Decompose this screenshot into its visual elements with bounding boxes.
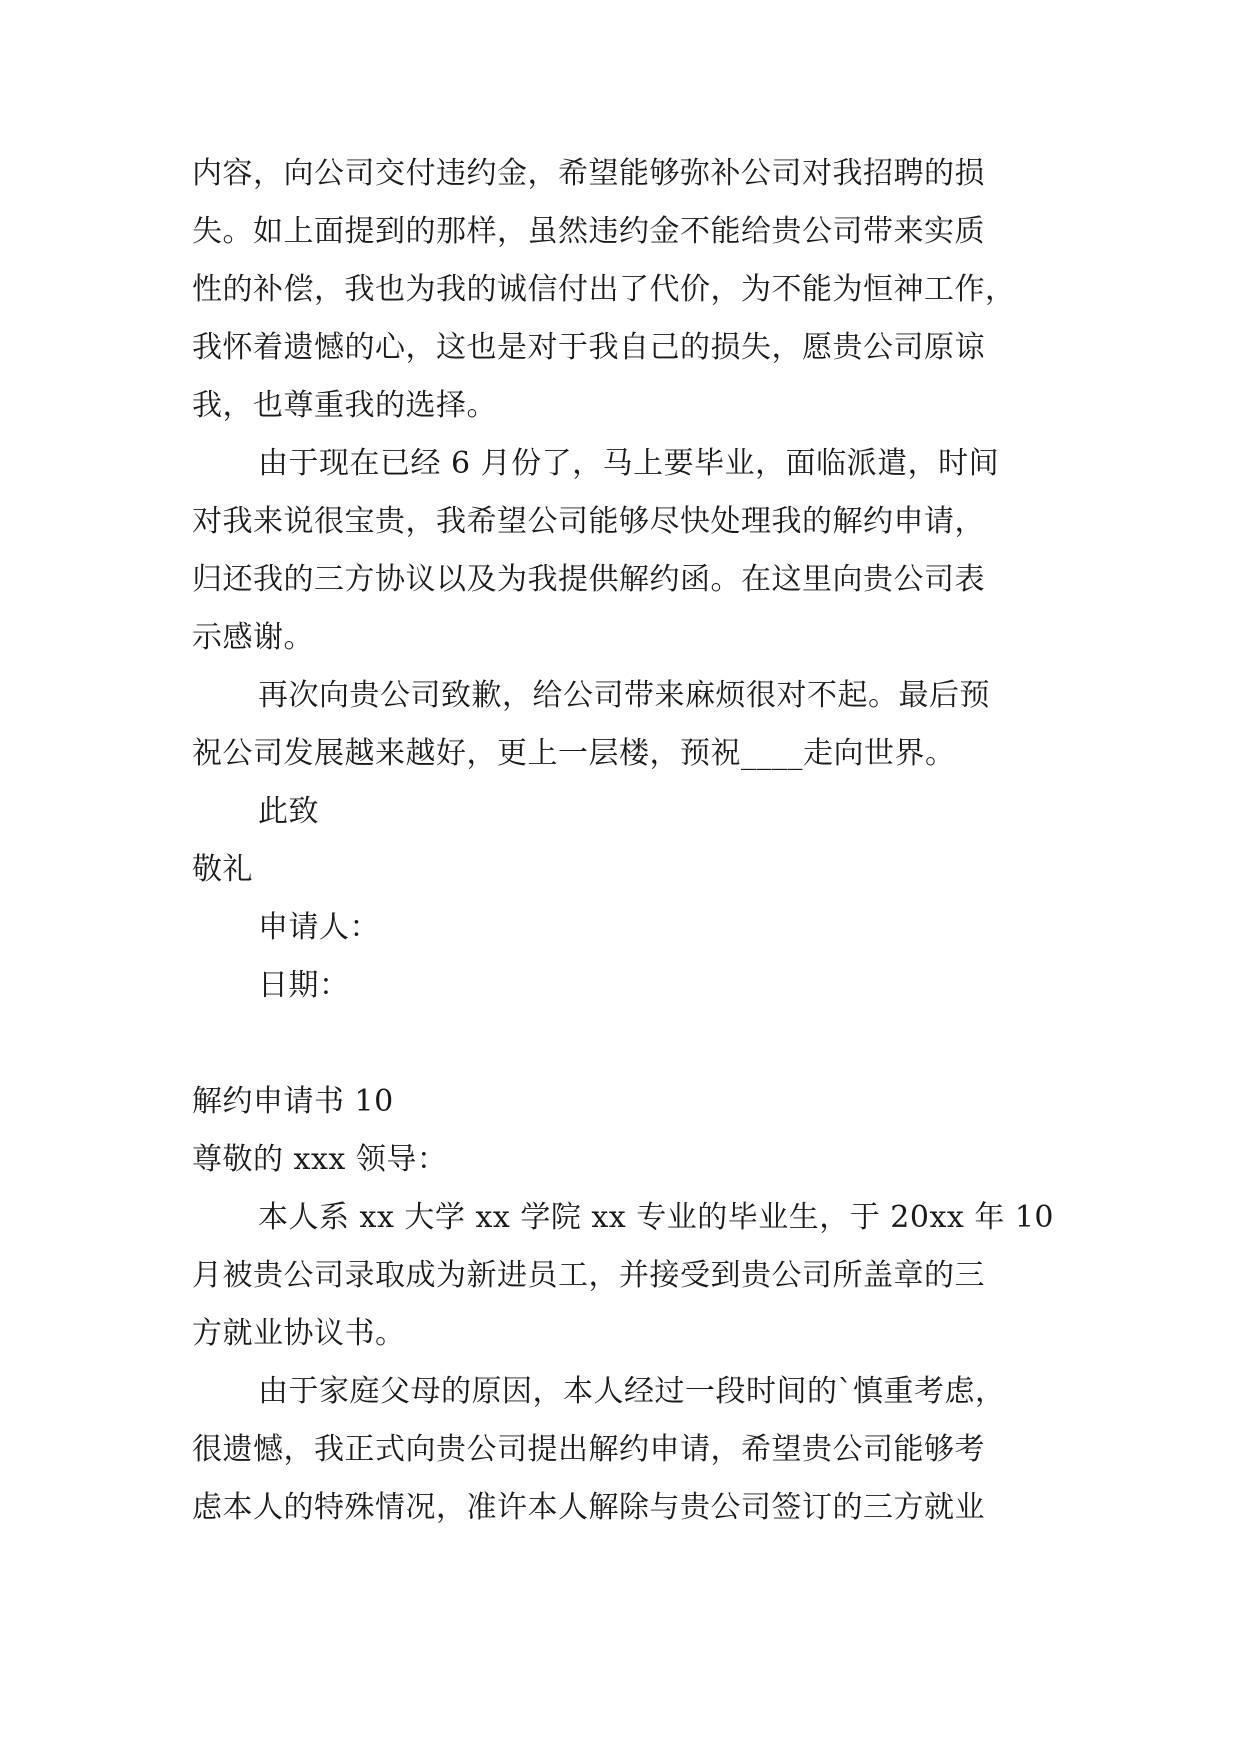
paragraph-line: 由于家庭父母的原因，本人经过一段时间的`慎重考虑， [258,1374,1006,1409]
paragraph-line: 很遗憾，我正式向贵公司提出解约申请，希望贵公司能够考 [192,1432,985,1467]
paragraph-line: 本人系 xx 大学 xx 学院 xx 专业的毕业生，于 20xx 年 10 [258,1200,1055,1235]
paragraph-line: 月被贵公司录取成为新进员工，并接受到贵公司所盖章的三 [192,1258,985,1293]
paragraph-line: 再次向贵公司致歉，给公司带来麻烦很对不起。最后预 [258,678,990,713]
closing-line: 敬礼 [192,852,253,887]
paragraph-line: 祝公司发展越来越好，更上一层楼，预祝____走向世界。 [192,736,956,771]
paragraph-line: 方就业协议书。 [192,1316,406,1351]
paragraph-line: 我，也尊重我的选择。 [192,388,497,423]
section-title: 解约申请书 10 [192,1084,394,1119]
paragraph-line: 性的补偿，我也为我的诚信付出了代价，为不能为恒神工作， [192,272,1016,307]
paragraph-line: 对我来说很宝贵，我希望公司能够尽快处理我的解约申请， [192,504,985,539]
date-label: 日期： [258,968,350,1003]
paragraph-line: 虑本人的特殊情况，准许本人解除与贵公司签订的三方就业 [192,1490,985,1525]
paragraph-line: 失。如上面提到的那样，虽然违约金不能给贵公司带来实质 [192,214,985,249]
paragraph-line: 由于现在已经 6 月份了，马上要毕业，面临派遣，时间 [258,446,1000,481]
paragraph-line: 内容，向公司交付违约金，希望能够弥补公司对我招聘的损 [192,156,985,191]
paragraph-line: 归还我的三方协议以及为我提供解约函。在这里向贵公司表 [192,562,985,597]
signature-label: 申请人： [258,910,380,945]
paragraph-line: 我怀着遗憾的心，这也是对于我自己的损失，愿贵公司原谅 [192,330,985,365]
salutation: 尊敬的 xxx 领导： [192,1142,448,1177]
closing-line: 此致 [258,794,319,829]
paragraph-line: 示感谢。 [192,620,314,655]
